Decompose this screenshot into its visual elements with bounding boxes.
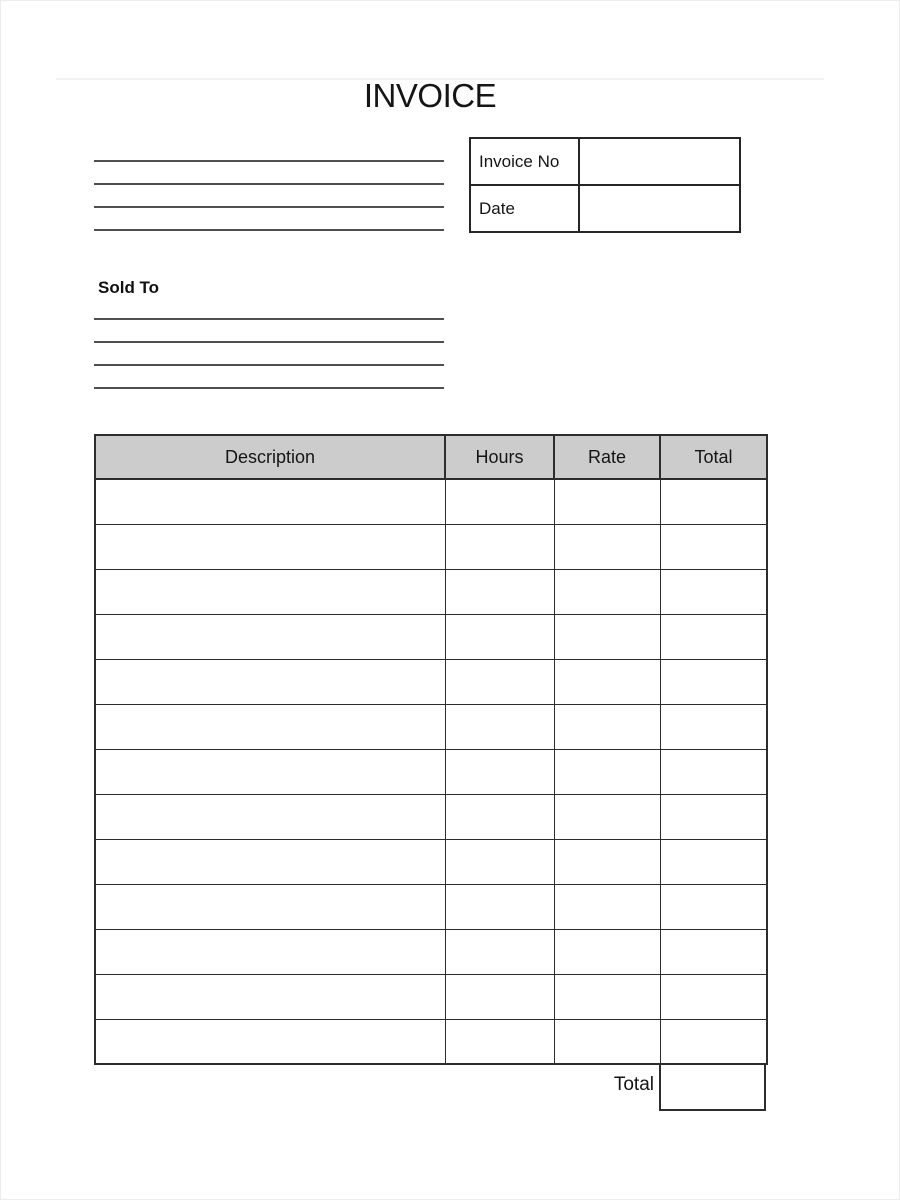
item-cell-rate[interactable]	[554, 974, 660, 1019]
invoice-no-label: Invoice No	[470, 138, 579, 185]
grand-total-field[interactable]	[659, 1063, 766, 1111]
item-cell-description[interactable]	[95, 794, 445, 839]
item-cell-rate[interactable]	[554, 614, 660, 659]
item-cell-description[interactable]	[95, 749, 445, 794]
item-cell-hours[interactable]	[445, 614, 554, 659]
item-cell-hours[interactable]	[445, 794, 554, 839]
item-row-9	[95, 839, 767, 884]
item-cell-description[interactable]	[95, 839, 445, 884]
item-cell-rate[interactable]	[554, 749, 660, 794]
item-cell-hours[interactable]	[445, 749, 554, 794]
item-cell-description[interactable]	[95, 974, 445, 1019]
item-row-13	[95, 1019, 767, 1064]
invoice-no-field[interactable]	[579, 138, 740, 185]
item-cell-hours[interactable]	[445, 839, 554, 884]
item-cell-hours[interactable]	[445, 884, 554, 929]
sold-to-label: Sold To	[98, 278, 160, 297]
item-cell-rate[interactable]	[554, 704, 660, 749]
column-header-description: Description	[95, 435, 445, 479]
sold-to-line[interactable]	[94, 364, 444, 366]
item-cell-total[interactable]	[660, 569, 767, 614]
item-cell-total[interactable]	[660, 974, 767, 1019]
item-cell-description[interactable]	[95, 659, 445, 704]
date-row	[470, 185, 740, 232]
date-label: Date	[470, 185, 579, 232]
column-header-total: Total	[660, 435, 767, 479]
item-cell-description[interactable]	[95, 884, 445, 929]
sold-to-line[interactable]	[94, 341, 444, 343]
item-cell-total[interactable]	[660, 839, 767, 884]
item-cell-hours[interactable]	[445, 524, 554, 569]
item-row-6	[95, 704, 767, 749]
sold-to-lines	[94, 318, 444, 410]
item-cell-total[interactable]	[660, 704, 767, 749]
item-cell-rate[interactable]	[554, 794, 660, 839]
item-row-8	[95, 794, 767, 839]
item-cell-hours[interactable]	[445, 659, 554, 704]
item-row-1	[95, 479, 767, 524]
item-cell-total[interactable]	[660, 524, 767, 569]
column-header-hours: Hours	[445, 435, 554, 479]
invoice-no-row	[470, 138, 740, 185]
item-row-5	[95, 659, 767, 704]
item-cell-total[interactable]	[660, 884, 767, 929]
bill-from-line[interactable]	[94, 183, 444, 185]
item-cell-description[interactable]	[95, 929, 445, 974]
item-cell-hours[interactable]	[445, 929, 554, 974]
sold-to-line[interactable]	[94, 387, 444, 389]
item-cell-rate[interactable]	[554, 659, 660, 704]
column-header-rate: Rate	[554, 435, 660, 479]
item-row-7	[95, 749, 767, 794]
grand-total-label: Total	[613, 1074, 654, 1095]
item-row-10	[95, 884, 767, 929]
item-cell-hours[interactable]	[445, 974, 554, 1019]
item-row-11	[95, 929, 767, 974]
item-cell-hours[interactable]	[445, 704, 554, 749]
item-cell-total[interactable]	[660, 929, 767, 974]
bill-from-lines	[94, 160, 444, 252]
item-cell-total[interactable]	[660, 479, 767, 524]
item-cell-rate[interactable]	[554, 1019, 660, 1064]
item-cell-rate[interactable]	[554, 524, 660, 569]
item-cell-total[interactable]	[660, 659, 767, 704]
page-title: INVOICE	[363, 77, 497, 114]
bill-from-line[interactable]	[94, 229, 444, 231]
item-row-12	[95, 974, 767, 1019]
items-table	[94, 434, 768, 1065]
item-cell-rate[interactable]	[554, 479, 660, 524]
item-row-3	[95, 569, 767, 614]
item-cell-hours[interactable]	[445, 479, 554, 524]
item-cell-description[interactable]	[95, 524, 445, 569]
item-cell-hours[interactable]	[445, 569, 554, 614]
invoice-meta-table	[469, 137, 741, 233]
item-cell-total[interactable]	[660, 749, 767, 794]
item-cell-rate[interactable]	[554, 839, 660, 884]
item-cell-description[interactable]	[95, 614, 445, 659]
items-header-row	[95, 435, 767, 479]
item-cell-description[interactable]	[95, 704, 445, 749]
item-cell-description[interactable]	[95, 479, 445, 524]
item-cell-rate[interactable]	[554, 884, 660, 929]
bill-from-line[interactable]	[94, 206, 444, 208]
item-cell-total[interactable]	[660, 1019, 767, 1064]
item-cell-description[interactable]	[95, 569, 445, 614]
item-cell-rate[interactable]	[554, 569, 660, 614]
item-row-4	[95, 614, 767, 659]
item-cell-rate[interactable]	[554, 929, 660, 974]
bill-from-line[interactable]	[94, 160, 444, 162]
date-field[interactable]	[579, 185, 740, 232]
item-cell-total[interactable]	[660, 614, 767, 659]
item-cell-description[interactable]	[95, 1019, 445, 1064]
item-cell-total[interactable]	[660, 794, 767, 839]
item-row-2	[95, 524, 767, 569]
item-cell-hours[interactable]	[445, 1019, 554, 1064]
sold-to-line[interactable]	[94, 318, 444, 320]
